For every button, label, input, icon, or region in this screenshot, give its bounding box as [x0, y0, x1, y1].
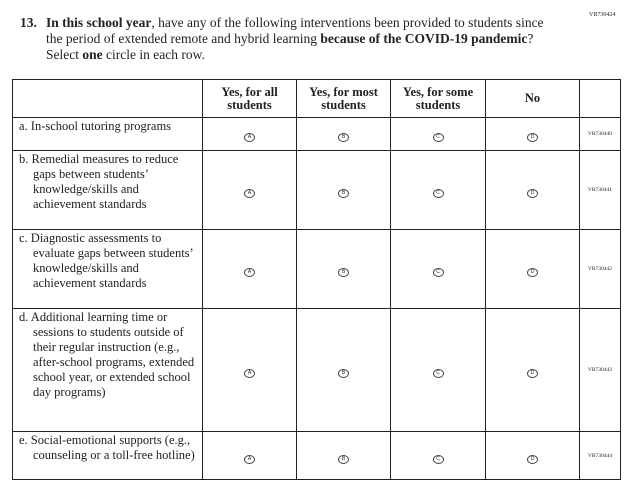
row-label: c. Diagnostic assessments to evaluate gaps between students’ knowledge/skills and achievement standards: [13, 230, 203, 309]
option-cell: [297, 432, 391, 480]
option-cell: [297, 309, 391, 432]
option-cell: [391, 118, 486, 151]
column-header: Yes, for some students: [391, 80, 486, 118]
row-label: a. In-school tutoring programs: [13, 118, 203, 151]
option-cell: [203, 432, 297, 480]
radio-bubble-c[interactable]: C: [433, 369, 444, 378]
question-text: [20, 15, 560, 63]
column-header: Yes, for all students: [203, 80, 297, 118]
row-id: VR730443: [580, 309, 621, 432]
option-cell: [203, 118, 297, 151]
option-cell: [203, 230, 297, 309]
row-id: VR730442: [580, 230, 621, 309]
option-cell: [486, 309, 580, 432]
radio-bubble-a[interactable]: A: [244, 133, 255, 142]
option-cell: [391, 151, 486, 230]
q-bold-5: one: [82, 47, 103, 62]
option-cell: [486, 432, 580, 480]
radio-bubble-d[interactable]: D: [527, 455, 538, 464]
table-row: [13, 151, 621, 230]
radio-bubble-c[interactable]: C: [433, 455, 444, 464]
option-cell: [297, 151, 391, 230]
response-grid: [12, 79, 621, 480]
row-label: b. Remedial measures to reduce gaps between students’ knowledge/skills and achievement standards: [13, 151, 203, 230]
option-cell: [203, 309, 297, 432]
radio-bubble-d[interactable]: D: [527, 133, 538, 142]
option-cell: [486, 118, 580, 151]
option-cell: [297, 118, 391, 151]
column-header: Yes, for most students: [297, 80, 391, 118]
table-row: [13, 432, 621, 480]
header-row: [13, 80, 621, 118]
radio-bubble-a[interactable]: A: [244, 369, 255, 378]
radio-bubble-d[interactable]: D: [527, 268, 538, 277]
header-blank: [13, 80, 203, 118]
option-cell: [486, 230, 580, 309]
radio-bubble-c[interactable]: C: [433, 133, 444, 142]
q-bold-3: because of the COVID-19 pandemic: [320, 31, 528, 46]
table-row: [13, 230, 621, 309]
option-cell: [203, 151, 297, 230]
row-id: VR730440: [580, 118, 621, 151]
row-label: e. Social-emotional supports (e.g., counseling or a toll-free hotline): [13, 432, 203, 480]
row-label: d. Additional learning time or sessions to students outside of their regular instruction (e.g., after-school programs, extended school year, or extended school day programs): [13, 309, 203, 432]
radio-bubble-a[interactable]: A: [244, 455, 255, 464]
radio-bubble-b[interactable]: B: [338, 369, 349, 378]
row-id: VR730441: [580, 151, 621, 230]
question-id: VR730424: [589, 12, 616, 18]
radio-bubble-c[interactable]: C: [433, 189, 444, 198]
question-number: 13.: [20, 15, 37, 30]
option-cell: [391, 432, 486, 480]
column-header: No: [486, 80, 580, 118]
q-text-2: , have any of the following interventions been provided to students since the period of extended remote and hybrid learning: [46, 15, 544, 46]
option-cell: [391, 309, 486, 432]
radio-bubble-b[interactable]: B: [338, 455, 349, 464]
radio-bubble-a[interactable]: A: [244, 268, 255, 277]
radio-bubble-a[interactable]: A: [244, 189, 255, 198]
q-bold-1: In this school year: [46, 15, 152, 30]
table-row: [13, 309, 621, 432]
radio-bubble-b[interactable]: B: [338, 189, 349, 198]
radio-bubble-d[interactable]: D: [527, 189, 538, 198]
radio-bubble-c[interactable]: C: [433, 268, 444, 277]
table-row: [13, 118, 621, 151]
radio-bubble-d[interactable]: D: [527, 369, 538, 378]
option-cell: [486, 151, 580, 230]
q-text-4: ? Select: [46, 31, 534, 62]
option-cell: [297, 230, 391, 309]
q-text-6: circle in each row.: [102, 47, 205, 62]
header-blank: [580, 80, 621, 118]
radio-bubble-b[interactable]: B: [338, 133, 349, 142]
row-id: VR730444: [580, 432, 621, 480]
radio-bubble-b[interactable]: B: [338, 268, 349, 277]
option-cell: [391, 230, 486, 309]
